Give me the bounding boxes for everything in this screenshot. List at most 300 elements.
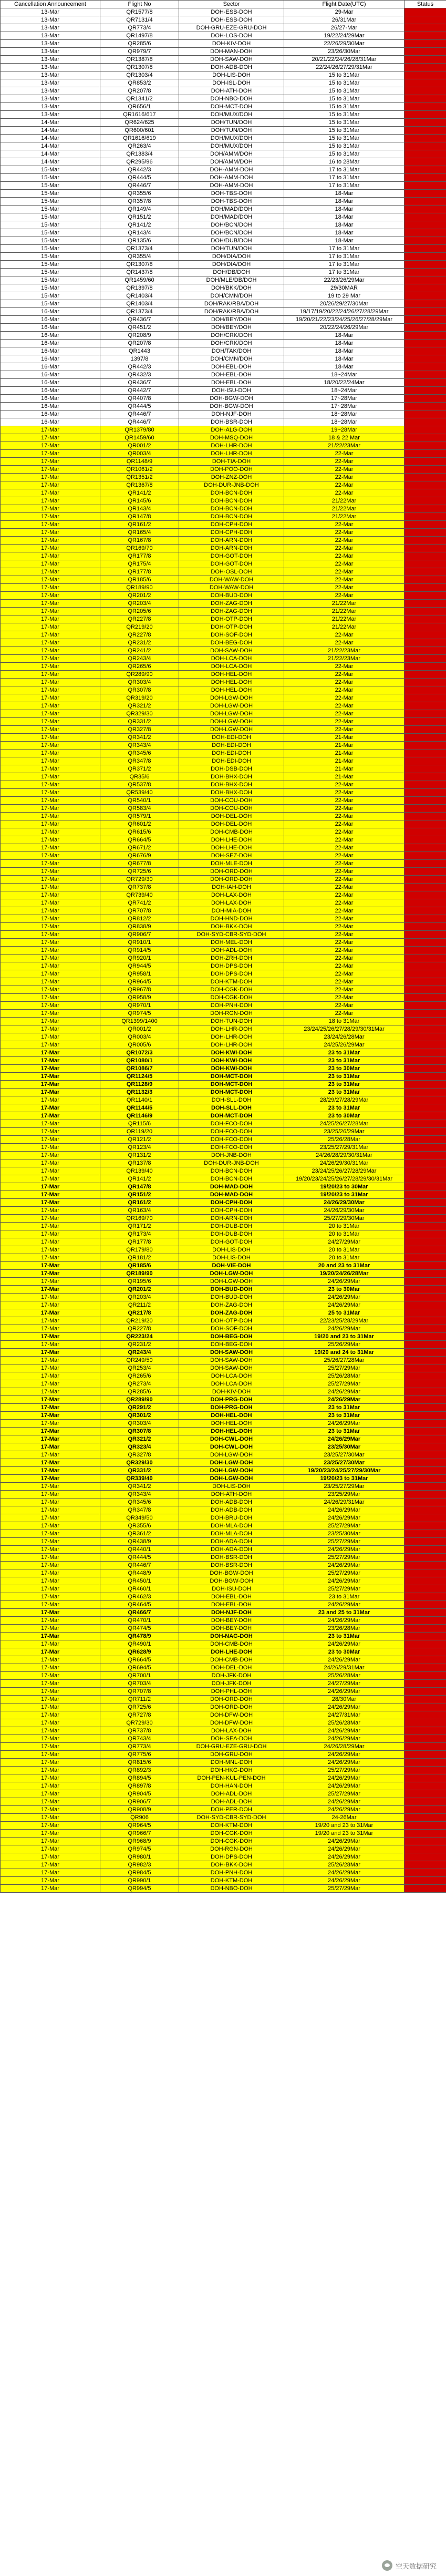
table-row bbox=[1, 915, 446, 923]
cell-status bbox=[404, 1057, 446, 1065]
cell-status bbox=[404, 1798, 446, 1806]
cell-status bbox=[404, 1412, 446, 1420]
cell-sector: DOH/MUX/DOH bbox=[179, 135, 284, 142]
cell-flight-date: 25/27/29Mar bbox=[284, 1380, 404, 1388]
cell-announcement: 17-Mar bbox=[1, 560, 100, 568]
cell-status bbox=[404, 24, 446, 32]
cell-sector: DOH-BUD-DOH bbox=[179, 1286, 284, 1294]
cell-sector: DOH-LHE-DOH bbox=[179, 1648, 284, 1656]
cell-status bbox=[404, 1499, 446, 1506]
cell-status bbox=[404, 1396, 446, 1404]
table-row bbox=[1, 1459, 446, 1467]
cell-flight-no: QR729/30 bbox=[100, 1719, 179, 1727]
cell-status bbox=[404, 237, 446, 245]
table-row bbox=[1, 1696, 446, 1703]
cell-flight-date: 15 to 31Mar bbox=[284, 150, 404, 158]
cell-flight-no: QR201/2 bbox=[100, 592, 179, 600]
cell-flight-date: 19/20/23/24/25/27/29/30Mar bbox=[284, 1467, 404, 1475]
cell-status bbox=[404, 584, 446, 592]
cell-flight-no: QR331/2 bbox=[100, 1467, 179, 1475]
cell-flight-date: 17~28Mar bbox=[284, 403, 404, 410]
cell-flight-no: QR815/6 bbox=[100, 1759, 179, 1767]
cell-announcement: 17-Mar bbox=[1, 584, 100, 592]
table-row bbox=[1, 1159, 446, 1167]
table-row bbox=[1, 16, 446, 24]
cell-flight-date: 20 to 31Mar bbox=[284, 1230, 404, 1238]
cell-sector: DOH-BKK-DOH bbox=[179, 923, 284, 931]
cell-flight-date: 22-Mar bbox=[284, 884, 404, 891]
cell-flight-no: QR289/90 bbox=[100, 1396, 179, 1404]
cell-flight-date: 18-Mar bbox=[284, 213, 404, 221]
cell-status bbox=[404, 1073, 446, 1081]
table-row bbox=[1, 623, 446, 631]
cell-flight-no: QR355/6 bbox=[100, 1522, 179, 1530]
cell-flight-date: 25/26/27/28Mar bbox=[284, 1357, 404, 1364]
cell-flight-date: 24/26/29Mar bbox=[284, 1506, 404, 1514]
table-row bbox=[1, 1104, 446, 1112]
table-row bbox=[1, 1286, 446, 1294]
cell-flight-no: QR1443 bbox=[100, 347, 179, 355]
cell-announcement: 17-Mar bbox=[1, 1167, 100, 1175]
cell-announcement: 17-Mar bbox=[1, 1806, 100, 1814]
cell-announcement: 15-Mar bbox=[1, 237, 100, 245]
cell-flight-date: 19/20/24/26/28Mar bbox=[284, 1270, 404, 1278]
cell-announcement: 17-Mar bbox=[1, 876, 100, 884]
cell-flight-date: 22-Mar bbox=[284, 923, 404, 931]
cell-flight-no: QR707/8 bbox=[100, 907, 179, 915]
cell-status bbox=[404, 907, 446, 915]
table-row bbox=[1, 868, 446, 876]
cell-status bbox=[404, 206, 446, 213]
cell-flight-no: QR227/8 bbox=[100, 615, 179, 623]
cell-flight-no: QR371/2 bbox=[100, 765, 179, 773]
cell-flight-no: QR165/4 bbox=[100, 529, 179, 537]
cell-flight-no: QR1148/9 bbox=[100, 458, 179, 466]
cell-flight-date: 22-Mar bbox=[284, 584, 404, 592]
cell-sector: DOH-KWI-DOH bbox=[179, 1057, 284, 1065]
table-row bbox=[1, 1633, 446, 1640]
cell-status bbox=[404, 71, 446, 79]
cell-flight-no: QR694/5 bbox=[100, 1664, 179, 1672]
cell-flight-no: QR181/2 bbox=[100, 1254, 179, 1262]
cell-sector: DOH-GOT-DOH bbox=[179, 1238, 284, 1246]
cell-sector: DOH-EDI-DOH bbox=[179, 750, 284, 757]
cell-flight-no: QR303/4 bbox=[100, 679, 179, 686]
cell-sector: DOH-EDI-DOH bbox=[179, 734, 284, 742]
table-row bbox=[1, 316, 446, 324]
cell-flight-date: 21/22/23Mar bbox=[284, 655, 404, 663]
cell-flight-no: QR432/3 bbox=[100, 371, 179, 379]
cell-announcement: 17-Mar bbox=[1, 537, 100, 545]
cell-status bbox=[404, 955, 446, 962]
cell-status bbox=[404, 1246, 446, 1254]
cell-flight-date: 22-Mar bbox=[284, 962, 404, 970]
watermark bbox=[382, 2560, 437, 2571]
cell-flight-date: 22-Mar bbox=[284, 931, 404, 939]
cell-sector: DOH-OSL-DOH bbox=[179, 568, 284, 576]
cell-announcement: 17-Mar bbox=[1, 1577, 100, 1585]
cell-flight-date: 25/27/29Mar bbox=[284, 1790, 404, 1798]
cell-sector: DOH-BUD-DOH bbox=[179, 592, 284, 600]
cell-flight-date: 22-Mar bbox=[284, 1002, 404, 1010]
cell-announcement: 17-Mar bbox=[1, 623, 100, 631]
cell-sector: DOH-BRU-DOH bbox=[179, 1514, 284, 1522]
cell-flight-no: QR446/7 bbox=[100, 418, 179, 426]
cell-status bbox=[404, 340, 446, 347]
cell-announcement: 15-Mar bbox=[1, 261, 100, 269]
table-row bbox=[1, 1033, 446, 1041]
cell-flight-no: QR1403/4 bbox=[100, 300, 179, 308]
cell-sector: DOH-COU-DOH bbox=[179, 797, 284, 805]
cell-status bbox=[404, 552, 446, 560]
cell-status bbox=[404, 1089, 446, 1096]
cell-announcement: 17-Mar bbox=[1, 434, 100, 442]
table-row bbox=[1, 947, 446, 955]
cell-status bbox=[404, 1317, 446, 1325]
table-row bbox=[1, 221, 446, 229]
cell-flight-date: 17~28Mar bbox=[284, 395, 404, 403]
cell-flight-date: 25/27/29Mar bbox=[284, 1522, 404, 1530]
cell-sector: DOH-ORD-DOH bbox=[179, 1703, 284, 1711]
cell-status bbox=[404, 292, 446, 300]
cell-announcement: 16-Mar bbox=[1, 332, 100, 340]
cell-flight-no: QR737/8 bbox=[100, 884, 179, 891]
cell-flight-date: 24/26/29Mar bbox=[284, 1877, 404, 1885]
cell-status bbox=[404, 1159, 446, 1167]
cell-flight-no: QR579/1 bbox=[100, 813, 179, 820]
table-row bbox=[1, 1506, 446, 1514]
cell-flight-no: QR1124/5 bbox=[100, 1073, 179, 1081]
cell-flight-no: QR1616/619 bbox=[100, 135, 179, 142]
table-row bbox=[1, 1136, 446, 1144]
cell-announcement: 17-Mar bbox=[1, 1089, 100, 1096]
cell-announcement: 13-Mar bbox=[1, 79, 100, 87]
table-row bbox=[1, 852, 446, 860]
table-row bbox=[1, 166, 446, 174]
cell-status bbox=[404, 481, 446, 489]
cell-sector: DOH-LAX-DOH bbox=[179, 1727, 284, 1735]
cell-status bbox=[404, 300, 446, 308]
cell-status bbox=[404, 1790, 446, 1798]
cell-flight-date: 24/25/26/29Mar bbox=[284, 1041, 404, 1049]
cell-status bbox=[404, 576, 446, 584]
cell-announcement: 17-Mar bbox=[1, 521, 100, 529]
cell-sector: DOH-OTP-DOH bbox=[179, 623, 284, 631]
cell-sector: DOH-MLA-DOH bbox=[179, 1522, 284, 1530]
cell-flight-date: 24/26/28/29/30/31Mar bbox=[284, 1152, 404, 1159]
cell-status bbox=[404, 1167, 446, 1175]
table-row bbox=[1, 931, 446, 939]
cell-flight-date: 24/26/29Mar bbox=[284, 1546, 404, 1554]
cell-flight-date: 24/26/29Mar bbox=[284, 1325, 404, 1333]
cell-flight-date: 23/25/27/30Mar bbox=[284, 1451, 404, 1459]
table-row bbox=[1, 615, 446, 623]
table-row bbox=[1, 1002, 446, 1010]
cell-flight-no: QR1061/2 bbox=[100, 466, 179, 474]
cell-announcement: 17-Mar bbox=[1, 592, 100, 600]
cell-flight-no: QR329/30 bbox=[100, 1459, 179, 1467]
cell-status bbox=[404, 1428, 446, 1435]
table-row bbox=[1, 781, 446, 789]
cell-flight-date: 24/26/29Mar bbox=[284, 1838, 404, 1845]
cell-announcement: 17-Mar bbox=[1, 820, 100, 828]
cell-announcement: 17-Mar bbox=[1, 1380, 100, 1388]
cell-announcement: 13-Mar bbox=[1, 95, 100, 103]
cell-flight-no: QR249/50 bbox=[100, 1357, 179, 1364]
cell-status bbox=[404, 355, 446, 363]
cell-flight-date: 23 to 30Mar bbox=[284, 1112, 404, 1120]
table-row bbox=[1, 1412, 446, 1420]
cell-announcement: 17-Mar bbox=[1, 1246, 100, 1254]
cell-status bbox=[404, 182, 446, 190]
cell-flight-no: QR1128/9 bbox=[100, 1081, 179, 1089]
cell-status bbox=[404, 1696, 446, 1703]
cell-flight-date: 22-Mar bbox=[284, 489, 404, 497]
cell-announcement: 17-Mar bbox=[1, 442, 100, 450]
table-row bbox=[1, 1215, 446, 1223]
cell-sector: DOH-BGW-DOH bbox=[179, 403, 284, 410]
cell-announcement: 17-Mar bbox=[1, 1696, 100, 1703]
cell-sector: DOH-KIV-DOH bbox=[179, 40, 284, 48]
cell-sector: DOH-SYD-CBR-SYD-DOH bbox=[179, 1814, 284, 1822]
cell-status bbox=[404, 347, 446, 355]
cell-announcement: 17-Mar bbox=[1, 860, 100, 868]
cell-flight-no: QR1373/4 bbox=[100, 245, 179, 253]
table-row bbox=[1, 1199, 446, 1207]
cell-sector: DOH-ISL-DOH bbox=[179, 79, 284, 87]
cell-sector: DOH-MCT-DOH bbox=[179, 1081, 284, 1089]
cell-announcement: 17-Mar bbox=[1, 1057, 100, 1065]
cell-announcement: 17-Mar bbox=[1, 1120, 100, 1128]
table-row bbox=[1, 300, 446, 308]
cell-announcement: 17-Mar bbox=[1, 639, 100, 647]
cell-flight-date: 22-Mar bbox=[284, 639, 404, 647]
cell-flight-no: QR1497/8 bbox=[100, 32, 179, 40]
cell-flight-no: QR812/2 bbox=[100, 915, 179, 923]
table-row bbox=[1, 150, 446, 158]
cell-sector: DOH-ADB-DOH bbox=[179, 64, 284, 71]
table-row bbox=[1, 379, 446, 387]
cell-flight-no: QR1367/8 bbox=[100, 481, 179, 489]
cell-sector: DOH/DB/DOH bbox=[179, 269, 284, 276]
cell-flight-date: 25 to 31Mar bbox=[284, 1309, 404, 1317]
cell-status bbox=[404, 198, 446, 206]
cell-flight-date: 21/22Mar bbox=[284, 608, 404, 615]
cell-flight-no: QR1379/80 bbox=[100, 426, 179, 434]
cell-announcement: 17-Mar bbox=[1, 1183, 100, 1191]
cell-flight-date: 22-Mar bbox=[284, 813, 404, 820]
cell-flight-date: 17 to 31Mar bbox=[284, 182, 404, 190]
table-row bbox=[1, 48, 446, 56]
cell-announcement: 13-Mar bbox=[1, 16, 100, 24]
cell-flight-date: 25/26/28Mar bbox=[284, 1719, 404, 1727]
cell-announcement: 17-Mar bbox=[1, 891, 100, 899]
cell-sector: DOH-DPS-DOH bbox=[179, 962, 284, 970]
cell-status bbox=[404, 1175, 446, 1183]
cell-flight-no: QR327/8 bbox=[100, 726, 179, 734]
cell-announcement: 17-Mar bbox=[1, 1372, 100, 1380]
table-row bbox=[1, 32, 446, 40]
cell-status bbox=[404, 1120, 446, 1128]
cell-status bbox=[404, 40, 446, 48]
cell-announcement: 15-Mar bbox=[1, 182, 100, 190]
cell-sector: DOH-ADB-DOH bbox=[179, 1506, 284, 1514]
cell-announcement: 17-Mar bbox=[1, 1861, 100, 1869]
cell-flight-date: 22-Mar bbox=[284, 671, 404, 679]
table-row bbox=[1, 679, 446, 686]
table-row bbox=[1, 1577, 446, 1585]
cell-flight-date: 19/20 and 23 to 31Mar bbox=[284, 1333, 404, 1341]
cell-flight-no: QR307/8 bbox=[100, 1428, 179, 1435]
cell-announcement: 17-Mar bbox=[1, 1546, 100, 1554]
cell-flight-no: QR1459/60 bbox=[100, 276, 179, 284]
cell-announcement: 17-Mar bbox=[1, 1585, 100, 1593]
table-row bbox=[1, 1530, 446, 1538]
cell-status bbox=[404, 284, 446, 292]
cell-flight-date: 22-Mar bbox=[284, 970, 404, 978]
cell-status bbox=[404, 1664, 446, 1672]
cell-sector: DOH-ESB-DOH bbox=[179, 16, 284, 24]
cell-status bbox=[404, 1814, 446, 1822]
cell-announcement: 17-Mar bbox=[1, 1152, 100, 1159]
cell-flight-date: 17 to 31Mar bbox=[284, 245, 404, 253]
table-row bbox=[1, 813, 446, 820]
cell-status bbox=[404, 1759, 446, 1767]
cell-flight-date: 15 to 31Mar bbox=[284, 111, 404, 119]
cell-flight-no: QR984/5 bbox=[100, 1869, 179, 1877]
cell-sector: DOH-LHR-DOH bbox=[179, 442, 284, 450]
cell-flight-date: 24/27/29Mar bbox=[284, 1238, 404, 1246]
cell-status bbox=[404, 1569, 446, 1577]
table-header-row bbox=[1, 1, 446, 8]
cell-flight-date: 24/26/29/30Mar bbox=[284, 1207, 404, 1215]
cell-flight-no: QR1373/4 bbox=[100, 308, 179, 316]
table-row bbox=[1, 1562, 446, 1569]
cell-sector: DOH-HEL-DOH bbox=[179, 679, 284, 686]
table-row bbox=[1, 332, 446, 340]
cell-announcement: 17-Mar bbox=[1, 1648, 100, 1656]
cell-flight-date: 25/27/29Mar bbox=[284, 1767, 404, 1774]
cell-flight-no: QR265/6 bbox=[100, 1372, 179, 1380]
cell-sector: DOH-EBL-DOH bbox=[179, 379, 284, 387]
cell-announcement: 17-Mar bbox=[1, 1443, 100, 1451]
cell-flight-date: 22-Mar bbox=[284, 907, 404, 915]
cell-announcement: 13-Mar bbox=[1, 103, 100, 111]
cell-flight-no: QR1577/8 bbox=[100, 8, 179, 16]
cell-sector: DOH-LGW-DOH bbox=[179, 1475, 284, 1483]
cell-flight-no: QR448/9 bbox=[100, 1569, 179, 1577]
cell-announcement: 17-Mar bbox=[1, 1144, 100, 1152]
cell-announcement: 17-Mar bbox=[1, 1830, 100, 1838]
cell-flight-no: QR1307/8 bbox=[100, 261, 179, 269]
cell-flight-no: QR175/4 bbox=[100, 560, 179, 568]
cell-status bbox=[404, 1845, 446, 1853]
cell-sector: DOH/BKK/DOH bbox=[179, 284, 284, 292]
table-row bbox=[1, 1065, 446, 1073]
table-row bbox=[1, 710, 446, 718]
cell-announcement: 17-Mar bbox=[1, 489, 100, 497]
cell-sector: DOH-ORD-DOH bbox=[179, 868, 284, 876]
cell-status bbox=[404, 1301, 446, 1309]
cell-status bbox=[404, 1033, 446, 1041]
cell-announcement: 17-Mar bbox=[1, 1877, 100, 1885]
cell-flight-no: QR341/2 bbox=[100, 734, 179, 742]
cell-sector: DOH-KTM-DOH bbox=[179, 978, 284, 986]
cell-sector: DOH-SAW-DOH bbox=[179, 1349, 284, 1357]
cell-flight-date: 24/26/29Mar bbox=[284, 1294, 404, 1301]
table-row bbox=[1, 198, 446, 206]
cell-status bbox=[404, 1136, 446, 1144]
table-row bbox=[1, 742, 446, 750]
cell-announcement: 17-Mar bbox=[1, 576, 100, 584]
cell-sector: DOH-LOS-DOH bbox=[179, 32, 284, 40]
cell-sector: DOH-BEG-DOH bbox=[179, 1341, 284, 1349]
table-row bbox=[1, 1593, 446, 1601]
cell-flight-date: 22/26/29/30Mar bbox=[284, 40, 404, 48]
cell-status bbox=[404, 734, 446, 742]
cell-flight-no: QR289/90 bbox=[100, 671, 179, 679]
cell-flight-no: QR966/7 bbox=[100, 1830, 179, 1838]
cell-flight-date: 22-Mar bbox=[284, 560, 404, 568]
cell-flight-no: QR775/6 bbox=[100, 1751, 179, 1759]
cell-status bbox=[404, 899, 446, 907]
cell-sector: DOH-MCT-DOH bbox=[179, 1089, 284, 1096]
cell-flight-no: QR147/8 bbox=[100, 513, 179, 521]
cell-flight-no: QR440/1 bbox=[100, 1546, 179, 1554]
cell-flight-no: QR1080/1 bbox=[100, 1057, 179, 1065]
cell-flight-no: QR968/9 bbox=[100, 1838, 179, 1845]
cell-status bbox=[404, 623, 446, 631]
cell-sector: DOH-LHR-DOH bbox=[179, 1025, 284, 1033]
cell-sector: DOH-OTP-DOH bbox=[179, 615, 284, 623]
cell-sector: DOH-RGN-DOH bbox=[179, 1845, 284, 1853]
cell-flight-date: 22-Mar bbox=[284, 726, 404, 734]
cell-sector: DOH/RAK/RBA/DOH bbox=[179, 300, 284, 308]
cell-status bbox=[404, 221, 446, 229]
cell-flight-date: 23 to 31Mar bbox=[284, 1057, 404, 1065]
cell-announcement: 16-Mar bbox=[1, 403, 100, 410]
cell-flight-date: 21/22Mar bbox=[284, 505, 404, 513]
cell-sector: DOH-HEL-DOH bbox=[179, 671, 284, 679]
cell-flight-date: 19/20/23 to 31Mar bbox=[284, 1475, 404, 1483]
table-row bbox=[1, 1664, 446, 1672]
cell-flight-date: 16 to 28Mar bbox=[284, 158, 404, 166]
cell-status bbox=[404, 1238, 446, 1246]
cell-flight-date: 22-Mar bbox=[284, 466, 404, 474]
cell-flight-no: QR211/2 bbox=[100, 1301, 179, 1309]
cell-sector: DOH-SEA-DOH bbox=[179, 1735, 284, 1743]
cell-flight-date: 22-Mar bbox=[284, 702, 404, 710]
cell-sector: DOH/CMN/DOH bbox=[179, 292, 284, 300]
cell-flight-date: 22-Mar bbox=[284, 474, 404, 481]
table-row bbox=[1, 458, 446, 466]
cell-flight-no: QR615/6 bbox=[100, 828, 179, 836]
cell-sector: DOH-CPH-DOH bbox=[179, 1199, 284, 1207]
cell-announcement: 17-Mar bbox=[1, 1640, 100, 1648]
cell-sector: DOH-FCO-DOH bbox=[179, 1144, 284, 1152]
cell-flight-no: QR343/4 bbox=[100, 1491, 179, 1499]
cell-announcement: 16-Mar bbox=[1, 316, 100, 324]
cell-announcement: 17-Mar bbox=[1, 828, 100, 836]
cell-sector: DOH-LGW-DOH bbox=[179, 726, 284, 734]
cell-status bbox=[404, 1010, 446, 1018]
cell-flight-date: 23/25/27/29Mar bbox=[284, 1483, 404, 1491]
cell-flight-no: QR897/8 bbox=[100, 1782, 179, 1790]
cell-announcement: 17-Mar bbox=[1, 1688, 100, 1696]
table-row bbox=[1, 1822, 446, 1830]
cell-sector: DOH-ATH-DOH bbox=[179, 87, 284, 95]
cell-flight-date: 21-Mar bbox=[284, 734, 404, 742]
